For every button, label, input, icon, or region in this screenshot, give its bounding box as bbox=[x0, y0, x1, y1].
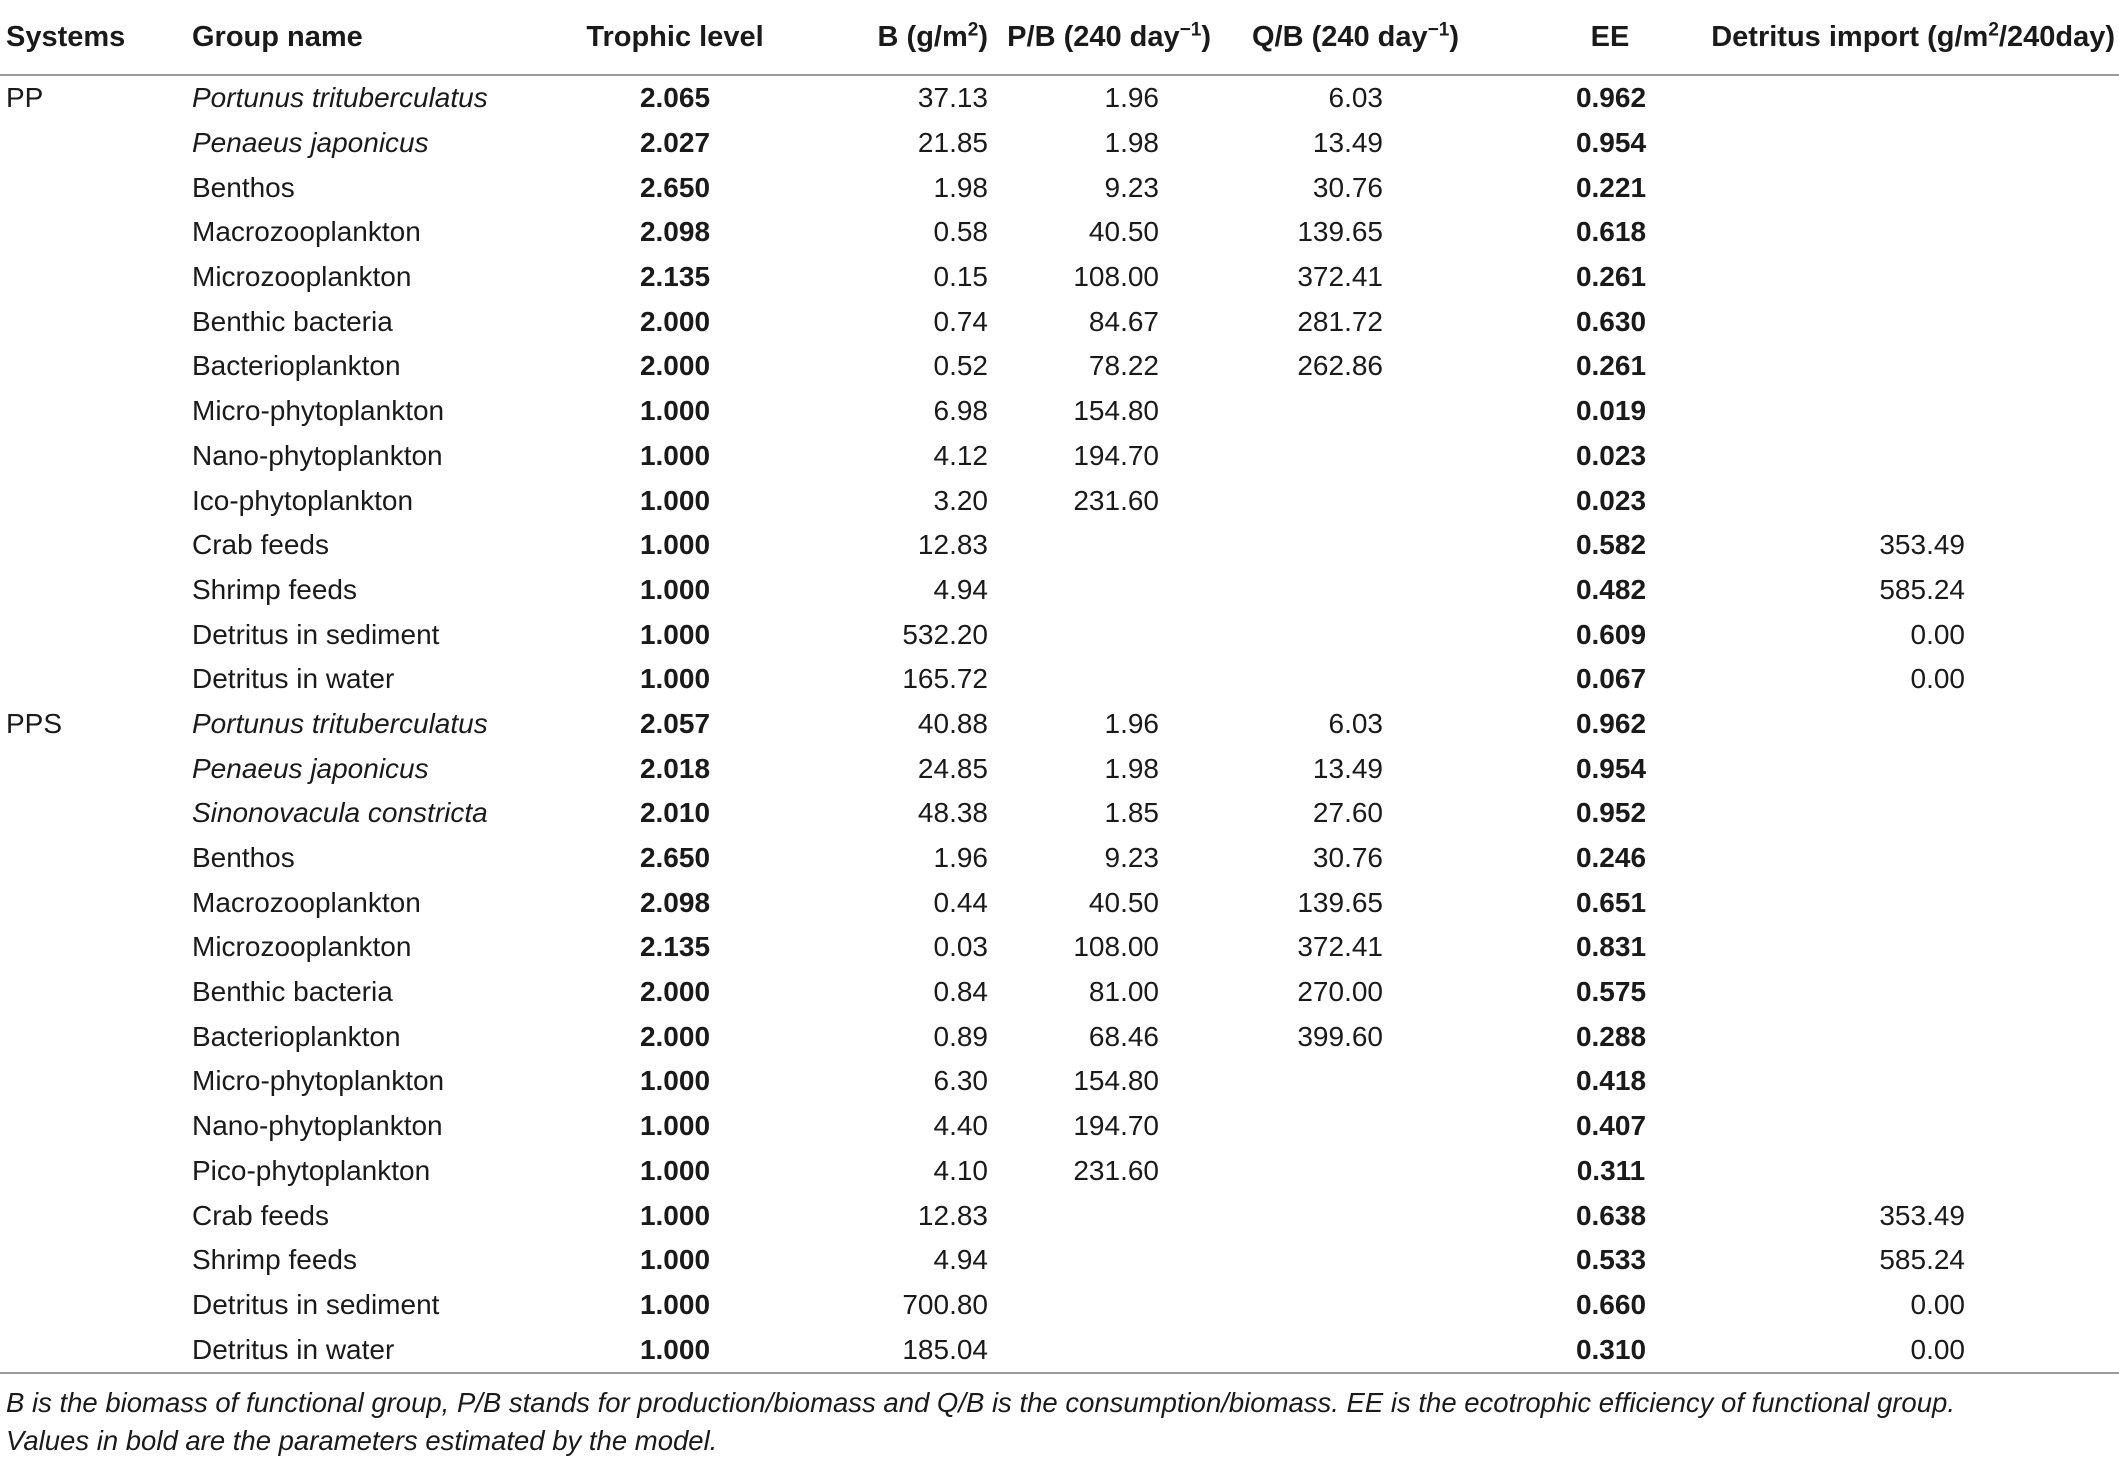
header-pb-text: P/B (240 day bbox=[1007, 20, 1180, 53]
cell-detritus-import bbox=[1705, 1014, 2119, 1059]
header-detritus-text: Detritus import (g/m bbox=[1711, 20, 1989, 53]
cell-group-name: Micro-phytoplankton bbox=[192, 1065, 445, 1097]
cell-qb: 262.86 bbox=[1297, 350, 1383, 382]
cell-ee: 0.023 bbox=[1575, 484, 1647, 516]
cell-trophic-level: 1.000 bbox=[639, 1199, 711, 1231]
cell-qb bbox=[1235, 1104, 1515, 1149]
cell-trophic-level: 1.000 bbox=[639, 529, 711, 561]
cell-detritus-import bbox=[1705, 389, 2119, 434]
cell-ee: 0.221 bbox=[1575, 171, 1647, 203]
cell-trophic-level: 2.057 bbox=[639, 707, 711, 739]
cell-ee: 0.630 bbox=[1575, 305, 1647, 337]
cell-pb bbox=[1000, 1283, 1235, 1328]
cell-detritus-import bbox=[1705, 434, 2119, 479]
cell-detritus-import bbox=[1705, 791, 2119, 836]
cell-group-name: Bacterioplankton bbox=[192, 1020, 401, 1052]
header-pb bbox=[1000, 0, 1235, 75]
header-detritus-end: /240day) bbox=[1998, 20, 2115, 53]
cell-trophic-level: 1.000 bbox=[639, 439, 711, 471]
cell-trophic-level: 1.000 bbox=[639, 618, 711, 650]
cell-biomass: 37.13 bbox=[917, 82, 988, 114]
cell-biomass: 0.15 bbox=[933, 261, 988, 293]
table-row bbox=[0, 165, 2119, 210]
cell-group-name: Microzooplankton bbox=[192, 261, 412, 293]
cell-qb bbox=[1235, 1327, 1515, 1373]
table-row bbox=[0, 255, 2119, 300]
cell-group-name: Benthic bacteria bbox=[192, 305, 393, 337]
table-row bbox=[0, 1283, 2119, 1328]
footnote-line-1: B is the biomass of functional group, P/B stands for production/biomass and Q/B is the consumption/biomass. EE is the ecotrophic efficiency of functional group. bbox=[6, 1386, 1955, 1418]
cell-ee: 0.609 bbox=[1575, 618, 1647, 650]
cell-detritus-import: 0.00 bbox=[1705, 1327, 2119, 1373]
table-row bbox=[0, 389, 2119, 434]
table-row bbox=[0, 1149, 2119, 1194]
cell-trophic-level: 1.000 bbox=[639, 1065, 711, 1097]
cell-ee: 0.407 bbox=[1575, 1110, 1647, 1142]
cell-ee: 0.261 bbox=[1575, 350, 1647, 382]
cell-qb bbox=[1235, 434, 1515, 479]
header-systems: Systems bbox=[0, 0, 190, 75]
table-row bbox=[0, 970, 2119, 1015]
cell-ee: 0.582 bbox=[1575, 529, 1647, 561]
cell-group-name: Microzooplankton bbox=[192, 931, 412, 963]
cell-system bbox=[0, 1238, 190, 1283]
cell-pb: 108.00 bbox=[1073, 261, 1159, 293]
cell-biomass: 700.80 bbox=[902, 1288, 988, 1320]
table-row bbox=[0, 434, 2119, 479]
cell-group-name: Sinonovacula constricta bbox=[192, 797, 488, 829]
cell-group-name: Shrimp feeds bbox=[192, 573, 357, 605]
cell-ee: 0.288 bbox=[1575, 1020, 1647, 1052]
cell-system: PP bbox=[6, 82, 44, 114]
cell-detritus-import bbox=[1705, 75, 2119, 121]
cell-ee: 0.954 bbox=[1575, 752, 1647, 784]
cell-group-name: Detritus in water bbox=[192, 663, 395, 695]
table-row bbox=[0, 702, 2119, 747]
cell-group-name: Detritus in sediment bbox=[192, 1288, 440, 1320]
cell-trophic-level: 2.098 bbox=[639, 886, 711, 918]
cell-pb: 231.60 bbox=[1073, 1154, 1159, 1186]
cell-pb: 68.46 bbox=[1088, 1020, 1159, 1052]
cell-pb: 1.96 bbox=[1104, 82, 1159, 114]
cell-detritus-import: 0.00 bbox=[1910, 663, 1965, 695]
cell-biomass: 3.20 bbox=[933, 484, 988, 516]
cell-detritus-import bbox=[1705, 836, 2119, 881]
cell-pb: 1.98 bbox=[1104, 127, 1159, 159]
cell-detritus-import: 0.00 bbox=[1910, 1288, 1965, 1320]
cell-pb: 1.98 bbox=[1104, 752, 1159, 784]
table-row bbox=[0, 880, 2119, 925]
cell-qb: 372.41 bbox=[1297, 261, 1383, 293]
cell-ee: 0.651 bbox=[1575, 886, 1647, 918]
cell-group-name: Portunus trituberculatus bbox=[192, 707, 488, 739]
table-body bbox=[0, 75, 2119, 1373]
cell-detritus-import: 0.00 bbox=[1910, 618, 1965, 650]
header-qb-text: Q/B (240 day bbox=[1251, 20, 1428, 53]
cell-pb: 154.80 bbox=[1073, 395, 1159, 427]
cell-qb bbox=[1235, 1283, 1515, 1328]
header-ee: EE bbox=[1515, 0, 1705, 75]
header-biomass-end: ) bbox=[978, 20, 988, 53]
cell-qb: 13.49 bbox=[1312, 752, 1383, 784]
cell-system bbox=[0, 568, 190, 613]
cell-system bbox=[0, 299, 190, 344]
cell-trophic-level: 1.000 bbox=[639, 1244, 711, 1276]
cell-qb bbox=[1235, 1193, 1515, 1238]
cell-group-name: Pico-phytoplankton bbox=[192, 1154, 431, 1186]
cell-trophic-level: 1.000 bbox=[639, 1288, 711, 1320]
table-row bbox=[0, 299, 2119, 344]
cell-ee: 0.067 bbox=[1575, 663, 1647, 695]
cell-group-name: Benthos bbox=[192, 842, 295, 874]
cell-system bbox=[0, 657, 190, 702]
cell-detritus-import: 353.49 bbox=[1879, 529, 1965, 561]
cell-system bbox=[0, 165, 190, 210]
table-row bbox=[0, 210, 2119, 255]
cell-detritus-import: 585.24 bbox=[1879, 573, 1965, 605]
cell-qb: 6.03 bbox=[1328, 82, 1383, 114]
cell-system bbox=[0, 1149, 190, 1194]
cell-ee: 0.638 bbox=[1575, 1199, 1647, 1231]
header-qb-sup: −1 bbox=[1427, 18, 1450, 40]
header-trophic-level: Trophic level bbox=[540, 0, 780, 75]
cell-ee: 0.019 bbox=[1575, 395, 1647, 427]
cell-group-name: Penaeus japonicus bbox=[192, 752, 429, 784]
header-group-name: Group name bbox=[190, 0, 540, 75]
cell-ee: 0.482 bbox=[1575, 573, 1647, 605]
cell-biomass: 0.84 bbox=[933, 976, 988, 1008]
table-row bbox=[0, 746, 2119, 791]
table-row bbox=[0, 1059, 2119, 1104]
cell-qb bbox=[1235, 568, 1515, 613]
cell-qb: 372.41 bbox=[1297, 931, 1383, 963]
cell-biomass: 0.89 bbox=[933, 1020, 988, 1052]
cell-qb: 270.00 bbox=[1297, 976, 1383, 1008]
cell-trophic-level: 2.000 bbox=[639, 305, 711, 337]
cell-detritus-import bbox=[1705, 1059, 2119, 1104]
cell-biomass: 4.94 bbox=[933, 1244, 988, 1276]
cell-qb bbox=[1235, 1149, 1515, 1194]
cell-qb: 6.03 bbox=[1328, 707, 1383, 739]
cell-ee: 0.246 bbox=[1575, 842, 1647, 874]
table-row bbox=[0, 836, 2119, 881]
cell-trophic-level: 2.027 bbox=[639, 127, 711, 159]
cell-system bbox=[0, 925, 190, 970]
cell-group-name: Micro-phytoplankton bbox=[192, 395, 445, 427]
table-footnote bbox=[0, 1374, 2106, 1460]
cell-pb: 84.67 bbox=[1088, 305, 1159, 337]
cell-qb: 27.60 bbox=[1312, 797, 1383, 829]
table-row bbox=[0, 568, 2119, 613]
cell-trophic-level: 1.000 bbox=[639, 663, 711, 695]
cell-detritus-import bbox=[1705, 165, 2119, 210]
cell-pb: 40.50 bbox=[1088, 886, 1159, 918]
cell-ee: 0.575 bbox=[1575, 976, 1647, 1008]
cell-system bbox=[0, 478, 190, 523]
cell-trophic-level: 2.000 bbox=[639, 1020, 711, 1052]
cell-system: PPS bbox=[6, 707, 63, 739]
cell-ee: 0.311 bbox=[1576, 1154, 1646, 1186]
cell-trophic-level: 1.000 bbox=[639, 573, 711, 605]
cell-ee: 0.831 bbox=[1575, 931, 1647, 963]
cell-pb: 108.00 bbox=[1073, 931, 1159, 963]
cell-biomass: 185.04 bbox=[780, 1327, 1000, 1373]
cell-trophic-level: 1.000 bbox=[639, 1110, 711, 1142]
cell-group-name: Shrimp feeds bbox=[192, 1244, 357, 1276]
cell-trophic-level: 1.000 bbox=[639, 395, 711, 427]
cell-biomass: 165.72 bbox=[902, 663, 988, 695]
table-row bbox=[0, 791, 2119, 836]
cell-system bbox=[0, 434, 190, 479]
cell-detritus-import bbox=[1705, 255, 2119, 300]
cell-pb bbox=[1000, 657, 1235, 702]
cell-qb bbox=[1235, 478, 1515, 523]
header-pb-sup: −1 bbox=[1179, 18, 1202, 40]
cell-pb bbox=[1000, 523, 1235, 568]
cell-pb: 154.80 bbox=[1073, 1065, 1159, 1097]
cell-detritus-import bbox=[1705, 299, 2119, 344]
cell-qb bbox=[1235, 389, 1515, 434]
cell-system bbox=[0, 836, 190, 881]
table-row bbox=[0, 1104, 2119, 1149]
cell-system bbox=[0, 1283, 190, 1328]
cell-group-name: Portunus trituberculatus bbox=[192, 82, 488, 114]
cell-pb: 194.70 bbox=[1073, 1110, 1159, 1142]
cell-trophic-level: 1.000 bbox=[540, 1327, 780, 1373]
cell-pb bbox=[1000, 612, 1235, 657]
header-pb-end: ) bbox=[1201, 20, 1211, 53]
cell-detritus-import bbox=[1705, 925, 2119, 970]
cell-qb: 30.76 bbox=[1312, 171, 1383, 203]
table-row bbox=[0, 75, 2119, 121]
cell-system bbox=[0, 880, 190, 925]
cell-trophic-level: 2.065 bbox=[639, 82, 711, 114]
cell-biomass: 532.20 bbox=[902, 618, 988, 650]
cell-detritus-import: 353.49 bbox=[1879, 1199, 1965, 1231]
cell-qb: 139.65 bbox=[1297, 216, 1383, 248]
cell-system bbox=[0, 210, 190, 255]
cell-ee: 0.533 bbox=[1575, 1244, 1647, 1276]
cell-pb: 9.23 bbox=[1104, 842, 1159, 874]
cell-pb bbox=[1000, 1327, 1235, 1373]
cell-biomass: 0.03 bbox=[933, 931, 988, 963]
cell-ee: 0.962 bbox=[1575, 707, 1647, 739]
cell-biomass: 1.98 bbox=[933, 171, 988, 203]
cell-system bbox=[0, 746, 190, 791]
cell-ee: 0.954 bbox=[1575, 127, 1647, 159]
cell-biomass: 0.58 bbox=[933, 216, 988, 248]
cell-qb: 399.60 bbox=[1297, 1020, 1383, 1052]
cell-biomass: 48.38 bbox=[917, 797, 988, 829]
cell-group-name: Detritus in sediment bbox=[192, 618, 440, 650]
cell-pb: 78.22 bbox=[1088, 350, 1159, 382]
cell-biomass: 0.74 bbox=[933, 305, 988, 337]
header-row bbox=[0, 0, 2119, 75]
table-row bbox=[0, 523, 2119, 568]
cell-system bbox=[0, 970, 190, 1015]
table-row bbox=[0, 121, 2119, 166]
cell-pb: 231.60 bbox=[1073, 484, 1159, 516]
cell-group-name: Detritus in water bbox=[190, 1327, 540, 1373]
table-row bbox=[0, 478, 2119, 523]
cell-biomass: 0.52 bbox=[933, 350, 988, 382]
cell-biomass: 4.12 bbox=[933, 439, 988, 471]
cell-group-name: Ico-phytoplankton bbox=[192, 484, 414, 516]
header-detritus-sup: 2 bbox=[1988, 18, 1999, 40]
cell-trophic-level: 2.000 bbox=[639, 350, 711, 382]
table-row bbox=[0, 344, 2119, 389]
table-row bbox=[0, 1238, 2119, 1283]
cell-biomass: 12.83 bbox=[917, 1199, 988, 1231]
cell-group-name: Nano-phytoplankton bbox=[192, 1110, 443, 1142]
cell-qb: 281.72 bbox=[1297, 305, 1383, 337]
cell-trophic-level: 2.010 bbox=[639, 797, 711, 829]
footnote-line-2: Values in bold are the parameters estimated by the model. bbox=[6, 1424, 718, 1456]
cell-ee: 0.261 bbox=[1575, 261, 1647, 293]
cell-group-name: Benthos bbox=[192, 171, 295, 203]
cell-biomass: 40.88 bbox=[917, 707, 988, 739]
cell-detritus-import bbox=[1705, 478, 2119, 523]
cell-system bbox=[0, 791, 190, 836]
cell-qb bbox=[1235, 1059, 1515, 1104]
cell-group-name: Crab feeds bbox=[192, 1199, 329, 1231]
cell-system bbox=[0, 612, 190, 657]
cell-pb bbox=[1000, 1193, 1235, 1238]
cell-pb: 1.85 bbox=[1104, 797, 1159, 829]
cell-biomass: 4.10 bbox=[933, 1154, 988, 1186]
cell-qb: 30.76 bbox=[1312, 842, 1383, 874]
cell-biomass: 21.85 bbox=[917, 127, 988, 159]
cell-detritus-import: 585.24 bbox=[1879, 1244, 1965, 1276]
cell-system bbox=[0, 523, 190, 568]
table-row bbox=[0, 1014, 2119, 1059]
cell-pb bbox=[1000, 1238, 1235, 1283]
cell-ee: 0.952 bbox=[1575, 797, 1647, 829]
cell-pb: 9.23 bbox=[1104, 171, 1159, 203]
cell-biomass: 24.85 bbox=[917, 752, 988, 784]
table-row bbox=[0, 925, 2119, 970]
cell-ee: 0.962 bbox=[1575, 82, 1647, 114]
cell-system bbox=[0, 255, 190, 300]
cell-trophic-level: 2.650 bbox=[639, 171, 711, 203]
cell-biomass: 6.98 bbox=[933, 395, 988, 427]
cell-qb bbox=[1235, 612, 1515, 657]
cell-pb: 194.70 bbox=[1073, 439, 1159, 471]
header-detritus-import bbox=[1705, 0, 2119, 75]
table-row bbox=[0, 657, 2119, 702]
cell-trophic-level: 2.098 bbox=[639, 216, 711, 248]
cell-system bbox=[0, 389, 190, 434]
cell-detritus-import bbox=[1705, 746, 2119, 791]
cell-qb: 139.65 bbox=[1297, 886, 1383, 918]
cell-trophic-level: 2.000 bbox=[639, 976, 711, 1008]
cell-detritus-import bbox=[1705, 121, 2119, 166]
table-row bbox=[0, 612, 2119, 657]
cell-pb: 1.96 bbox=[1104, 707, 1159, 739]
cell-qb: 13.49 bbox=[1312, 127, 1383, 159]
cell-group-name: Penaeus japonicus bbox=[192, 127, 429, 159]
cell-system bbox=[0, 1193, 190, 1238]
cell-detritus-import bbox=[1705, 970, 2119, 1015]
cell-qb bbox=[1235, 657, 1515, 702]
cell-ee: 0.023 bbox=[1575, 439, 1647, 471]
cell-biomass: 6.30 bbox=[933, 1065, 988, 1097]
cell-system bbox=[0, 1059, 190, 1104]
cell-biomass: 0.44 bbox=[933, 886, 988, 918]
cell-biomass: 4.94 bbox=[933, 573, 988, 605]
cell-group-name: Macrozooplankton bbox=[192, 886, 421, 918]
cell-detritus-import bbox=[1705, 1104, 2119, 1149]
cell-trophic-level: 1.000 bbox=[639, 1154, 711, 1186]
cell-system bbox=[0, 1014, 190, 1059]
cell-system bbox=[0, 344, 190, 389]
header-biomass bbox=[780, 0, 1000, 75]
header-biomass-sup: 2 bbox=[967, 18, 979, 40]
cell-group-name: Crab feeds bbox=[192, 529, 329, 561]
cell-biomass: 12.83 bbox=[917, 529, 988, 561]
cell-ee: 0.660 bbox=[1575, 1288, 1647, 1320]
cell-group-name: Bacterioplankton bbox=[192, 350, 401, 382]
cell-pb: 40.50 bbox=[1088, 216, 1159, 248]
cell-detritus-import bbox=[1705, 1149, 2119, 1194]
cell-system bbox=[0, 1327, 190, 1373]
cell-ee: 0.618 bbox=[1575, 216, 1647, 248]
cell-biomass: 4.40 bbox=[933, 1110, 988, 1142]
cell-system bbox=[0, 121, 190, 166]
cell-group-name: Benthic bacteria bbox=[192, 976, 393, 1008]
cell-ee: 0.310 bbox=[1515, 1327, 1705, 1373]
cell-trophic-level: 1.000 bbox=[639, 484, 711, 516]
cell-ee: 0.418 bbox=[1575, 1065, 1647, 1097]
cell-biomass: 1.96 bbox=[933, 842, 988, 874]
cell-qb bbox=[1235, 523, 1515, 568]
cell-pb: 81.00 bbox=[1088, 976, 1159, 1008]
table-row bbox=[0, 1327, 2119, 1373]
header-biomass-text: B (g/m bbox=[877, 20, 968, 53]
cell-detritus-import bbox=[1705, 702, 2119, 747]
cell-detritus-import bbox=[1705, 880, 2119, 925]
cell-trophic-level: 2.135 bbox=[639, 261, 711, 293]
cell-trophic-level: 2.650 bbox=[639, 842, 711, 874]
cell-pb bbox=[1000, 568, 1235, 613]
cell-trophic-level: 2.135 bbox=[639, 931, 711, 963]
cell-system bbox=[0, 1104, 190, 1149]
header-qb bbox=[1235, 0, 1515, 75]
cell-detritus-import bbox=[1705, 210, 2119, 255]
table-header bbox=[0, 0, 2119, 75]
cell-group-name: Nano-phytoplankton bbox=[192, 439, 443, 471]
cell-trophic-level: 2.018 bbox=[639, 752, 711, 784]
cell-group-name: Macrozooplankton bbox=[192, 216, 421, 248]
table-row bbox=[0, 1193, 2119, 1238]
cell-detritus-import bbox=[1705, 344, 2119, 389]
cell-qb bbox=[1235, 1238, 1515, 1283]
header-qb-end: ) bbox=[1449, 20, 1459, 53]
